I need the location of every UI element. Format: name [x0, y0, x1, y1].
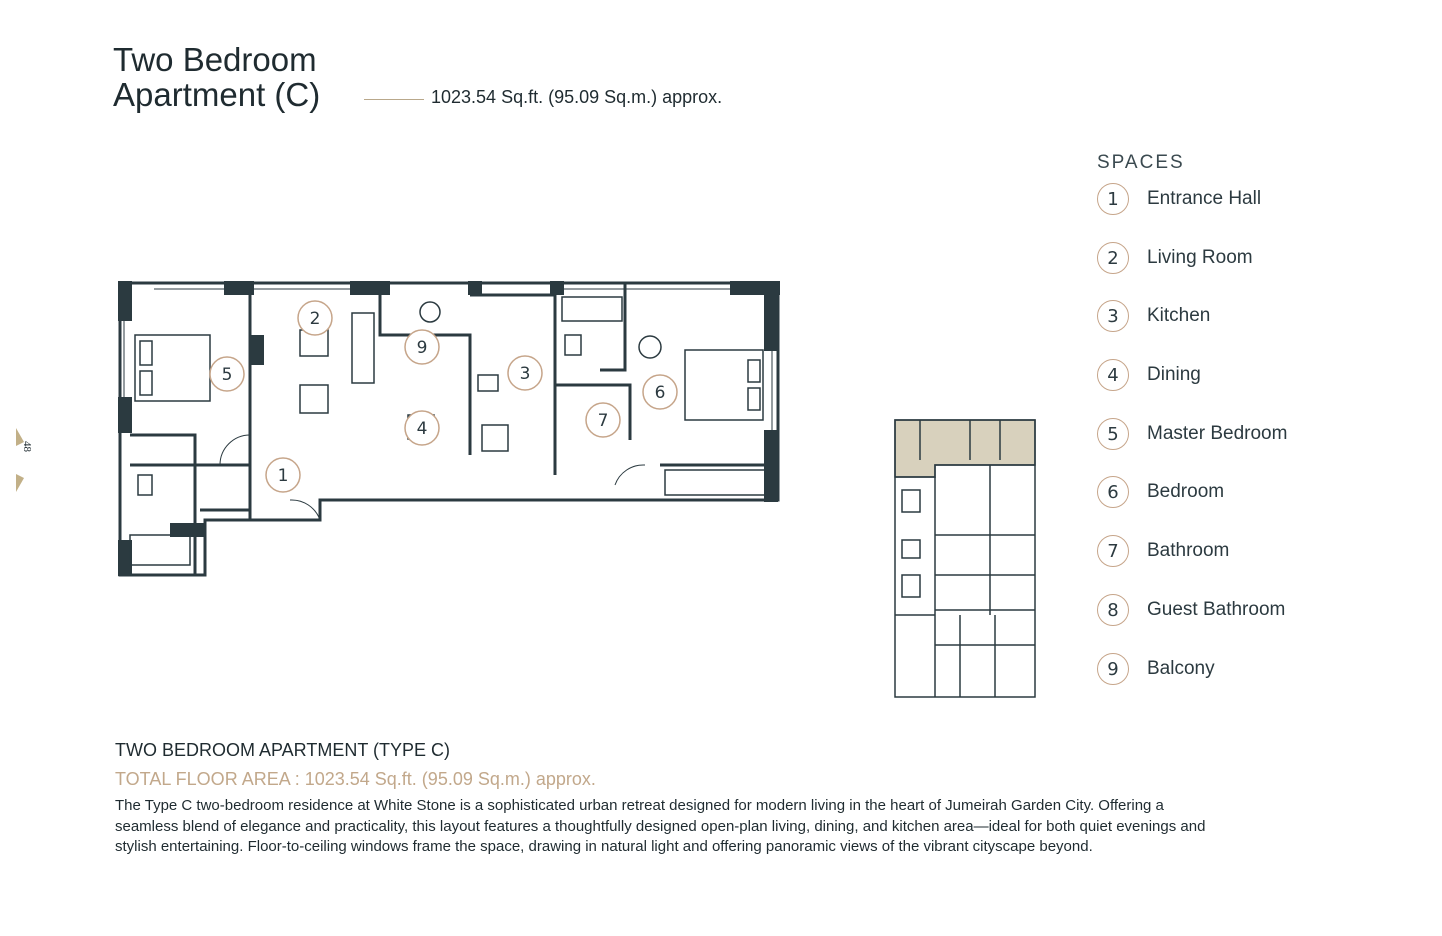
plan-marker-label-6: 6 [654, 383, 666, 403]
plan-wall-columns [118, 281, 780, 576]
space-label: Living Room [1147, 247, 1253, 268]
page-title [113, 42, 320, 112]
space-number: 4 [1097, 359, 1129, 391]
header-area: 1023.54 Sq.ft. (95.09 Sq.m.) approx. [431, 87, 723, 107]
page-number: 48 [21, 441, 33, 452]
plan-marker-label-4: 4 [416, 419, 428, 439]
space-number: 1 [1097, 183, 1129, 215]
description-section [115, 740, 1225, 858]
space-label: Guest Bathroom [1147, 599, 1286, 620]
key-plan-highlight [895, 420, 1035, 477]
space-number: 5 [1097, 418, 1129, 450]
plan-marker-label-3: 3 [519, 364, 531, 384]
space-item-dining [1097, 357, 1201, 393]
plan-marker-label-2: 2 [309, 309, 321, 329]
space-number: 8 [1097, 594, 1129, 626]
space-label: Entrance Hall [1147, 188, 1262, 209]
description-title: TWO BEDROOM APARTMENT (TYPE C) [115, 740, 451, 760]
description-area: TOTAL FLOOR AREA : 1023.54 Sq.ft. (95.09 Sq.m.) approx. [115, 769, 596, 789]
plan-marker-label-1: 1 [277, 466, 289, 486]
space-item-bathroom [1097, 533, 1229, 569]
space-label: Kitchen [1147, 305, 1211, 326]
space-item-living-room [1097, 240, 1253, 276]
space-number: 6 [1097, 476, 1129, 508]
title-line-1: Two Bedroom [113, 41, 317, 78]
space-item-master-bedroom [1097, 416, 1287, 452]
space-item-balcony [1097, 651, 1215, 687]
floor-plan [110, 275, 790, 585]
space-item-entrance-hall [1097, 181, 1261, 217]
key-plan [890, 415, 1040, 700]
space-label: Bedroom [1147, 481, 1225, 502]
plan-furniture [130, 297, 765, 565]
space-number: 9 [1097, 653, 1129, 685]
space-number: 2 [1097, 242, 1129, 274]
space-label: Master Bedroom [1147, 423, 1288, 444]
plan-marker-label-7: 7 [597, 411, 609, 431]
space-number: 3 [1097, 300, 1129, 332]
spaces-legend [1097, 152, 1288, 680]
space-item-kitchen [1097, 298, 1210, 334]
space-label: Bathroom [1147, 540, 1230, 561]
plan-marker-label-9: 9 [416, 338, 428, 358]
plan-room-markers [210, 301, 677, 492]
space-label: Balcony [1147, 658, 1215, 679]
description-body: The Type C two-bedroom residence at White Stone is a sophisticated urban retreat designed for modern living in the heart of Jumeirah Garden City. Offering a seamless blend of elegance and practicality, this layout features a thoughtfully designed open-plan living, dining, and kitchen area—ideal for both quiet evenings and stylish entertaining. Floor-to-ceiling windows frame the space, drawing in natural light and offering panoramic views of the vibrant cityscape beyond. [115, 797, 1206, 855]
space-item-bedroom [1097, 474, 1224, 510]
plan-marker-label-5: 5 [221, 365, 233, 385]
title-line-2: Apartment (C) [113, 76, 321, 113]
space-label: Dining [1147, 364, 1201, 385]
spaces-heading: SPACES [1097, 152, 1185, 173]
space-number: 7 [1097, 535, 1129, 567]
space-item-guest-bathroom [1097, 592, 1285, 628]
area-divider [364, 99, 424, 100]
plan-walls [120, 283, 778, 575]
